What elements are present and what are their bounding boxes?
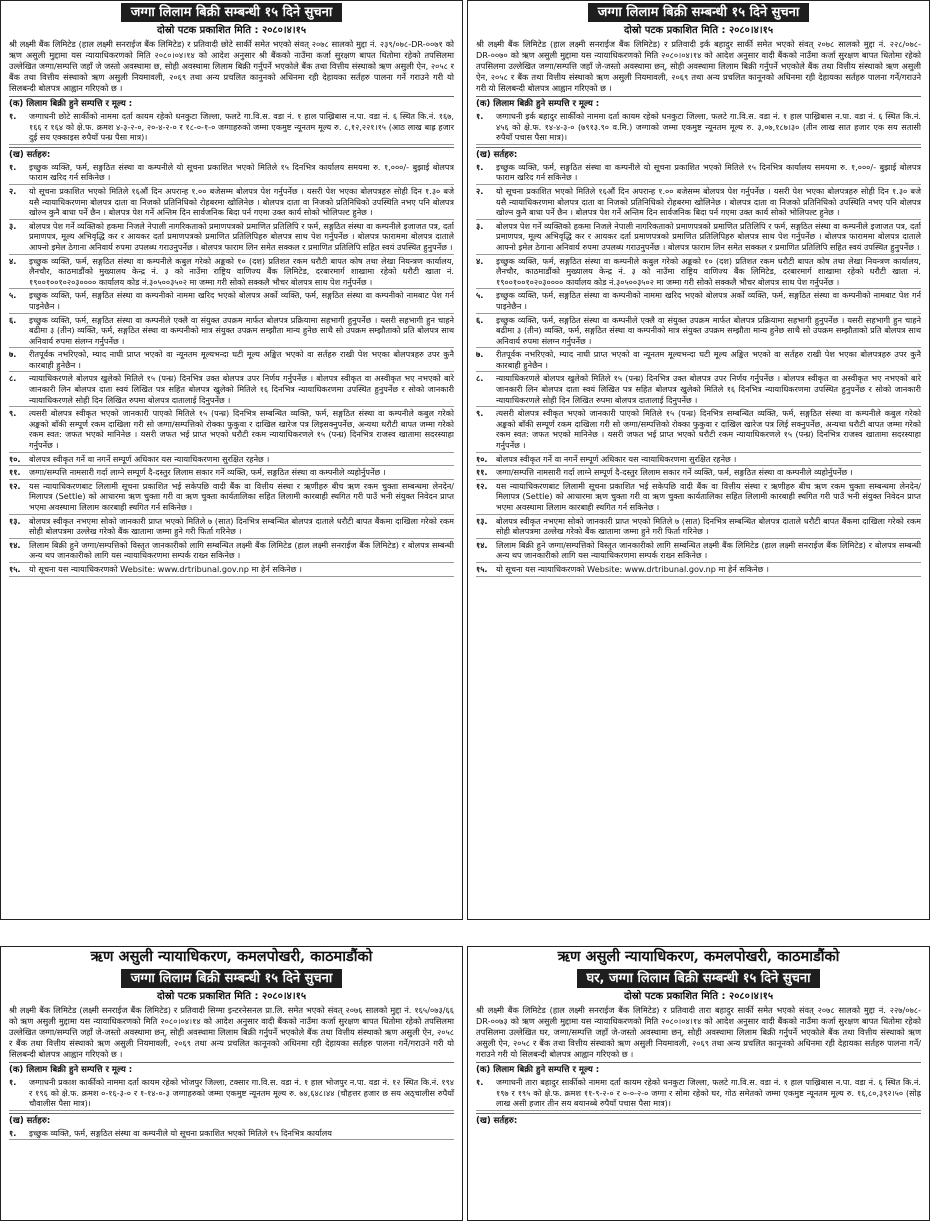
- terms-list: [9, 1127, 454, 1141]
- item-text: जग्गाधनी इर्क बहादुर सार्कीको नाममा दर्ता कायम रहेको धनकुटा जिल्ला, फलटे गा.वि.स. वडा नं. १ हाल पाख्रिबास न.पा. वडा नं. ६ स्थित कि.नं. ४५६ को क्षे.फ. १४-४-३-० (७९१३.९० व.मि.) जग्गाको जम्मा एकमुष्ट न्यूनतम मूल्य रु. ३,०७,१८७।३० (तीन लाख सात हजार एक सय सतासी रुपैयाँ पचास पैसा मात्र)।: [496, 111, 921, 143]
- term-item: [476, 348, 921, 372]
- property-list: [476, 110, 921, 145]
- terms-heading: (ख) सर्तहरु:: [9, 147, 454, 161]
- item-text: बोलपत्र पेश गर्ने व्यक्तिको हकमा निजले नेपाली नागरिकताको प्रमाणपत्रको प्रमाणित प्रतिलिपि र फर्म, सङ्गठित संस्था वा कम्पनीले इजाजत पत्र, दर्ता प्रमाणपत्र, मूल्य अभिवृद्धि कर र आयकर दर्ता प्रमाणपत्रको प्रमाणित प्रतिलिपिहरु बोलपत्र साथ पेश गर्नुपर्नेछ । बोलपत्र फाराममा बोलपत्र दाताले आफ्नो इमेल ठेगाना अनिवार्य रुपमा उपलब्ध गराउनुपर्नेछ । बोलपत्र फाराम लिन समेत सक्कल र प्रमाणित प्रतिलिपि सहित स्वयं उपस्थित हुनुपर्नेछ ।: [29, 220, 454, 252]
- term-item: [9, 185, 454, 220]
- item-number: ५.: [9, 290, 17, 301]
- publish-date: दोस्रो पटक प्रकाशित मिति : २०८०।४।१५: [623, 25, 774, 36]
- terms-heading: (ख) सर्तहरु:: [9, 1113, 454, 1127]
- term-item: [9, 515, 454, 539]
- court-name: ऋण असुली न्यायाधिकरण, कमलपोखरी, काठमाडौंको: [90, 948, 373, 965]
- intro-paragraph: श्री लक्ष्मी बैंक लिमिटेड (हाल लक्ष्मी सनराईज बैंक लिमिटेड) र प्रतिवादी तारा बहादुर सार्की समेत भएको संवत् २०७८ सालको मुद्दा नं. २२७/०७८-DR-००७३ को ऋण असुली मुद्दामा यस न्यायाधिकरणको मिति २०८०।०४।१४ को आदेश अनुसार वादी बैंकको नाउँमा कर्जा सुरक्षण बापत धितोमा रहेको तपसिलमा उल्लेखित घर, जग्गा/सम्पत्ति जहाँ जे-जस्तो अवस्थामा छन्, सोही अवस्थामा लिलाम बिक्री गर्नुपर्ने भएकोले बैंक तथा वित्तीय संस्थाको ऋण असुली ऐन, २०५८ र बैंक तथा वित्तीय संस्थाको ऋण असुली नियमावली, २०६९ तथा अन्य प्रचलित कानूनको अधिनमा रही देहायका सर्तहरु पालना गर्ने/गराउने गरी यो सिलबन्दी बोलपत्र आह्वान गरिएको छ ।: [476, 1005, 921, 1059]
- property-item: [476, 110, 921, 145]
- term-item: [476, 539, 921, 563]
- notice-card: [467, 0, 930, 920]
- item-text: इच्छुक व्यक्ति, फर्म, सङ्गठित संस्था वा कम्पनीले यो सूचना प्रकाशित भएको मितिले १५ दिनभित्र कार्यालय समयमा रु. १,०००/- बुझाई बोलपत्र फाराम खरिद गर्न सकिनेछ ।: [29, 161, 454, 183]
- term-item: [476, 255, 921, 290]
- publish-date: दोस्रो पटक प्रकाशित मिति : २०८०।४।१५: [156, 991, 307, 1002]
- notice-card: [467, 946, 930, 1221]
- item-text: इच्छुक व्यक्ति, फर्म, सङ्गठित संस्था वा कम्पनीले यो सूचना प्रकाशित भएको मितिले १५ दिनभित्र कार्यालय समयमा रु. १,०००/- बुझाई बोलपत्र फाराम खरिद गर्न सकिनेछ ।: [496, 161, 921, 183]
- item-number: १२.: [476, 480, 488, 491]
- item-text: लिलाम बिक्री हुने जग्गा/सम्पत्तिको विस्तृत जानकारीको लागि सम्बन्धित लक्ष्मी बैंक लिमिटेड (हाल लक्ष्मी सनराईज बैंक लिमिटेड) र बोलपत्र सम्बन्धी अन्य थप जानकारीको लागि यस न्यायाधिकरणमा सम्पर्क राख्न सकिनेछ ।: [496, 539, 921, 561]
- item-text: बोलपत्र स्वीकृत गर्ने वा नगर्ने सम्पूर्ण अधिकार यस न्यायाधिकरणमा सुरक्षित रहनेछ ।: [496, 453, 737, 464]
- term-item: [9, 348, 454, 372]
- item-text: इच्छुक व्यक्ति, फर्म, सङ्गठित संस्था वा कम्पनीले यो सूचना प्रकाशित भएको मितिले १५ दिनभित्र कार्यालय: [29, 1127, 332, 1138]
- notice-header: [476, 1, 921, 37]
- item-number: ४.: [9, 255, 17, 266]
- item-number: १.: [9, 161, 17, 172]
- notice-header: [9, 1, 454, 37]
- item-number: १.: [9, 111, 17, 121]
- item-text: रीतपूर्वक नभरिएको, म्याद नाघी प्राप्त भएको वा न्यूनतम मूल्यभन्दा घटी मूल्य अङ्कित भएको वा सर्तहरु राखी पेश भएका बोलपत्रहरु उपर कुनै कारबाही हुनेछैन ।: [496, 349, 921, 370]
- item-number: ६.: [9, 314, 17, 325]
- notice-card: [0, 946, 463, 1221]
- notice-card: [0, 0, 463, 920]
- property-list: [9, 110, 454, 145]
- item-number: १३.: [476, 515, 488, 526]
- item-text: बोलपत्र पेश गर्ने व्यक्तिको हकमा निजले नेपाली नागरिकताको प्रमाणपत्रको प्रमाणित प्रतिलिपि र फर्म, सङ्गठित संस्था वा कम्पनीले इजाजत पत्र, दर्ता प्रमाणपत्र, मूल्य अभिवृद्धि कर र आयकर दर्ता प्रमाणपत्रको प्रमाणित प्रतिलिपिहरु बोलपत्र साथ पेश गर्नुपर्नेछ । बोलपत्र फाराममा बोलपत्र दाताले आफ्नो इमेल ठेगाना अनिवार्य रुपमा उपलब्ध गराउनुपर्नेछ । बोलपत्र फाराम लिन समेत सक्कल र प्रमाणित प्रतिलिपि सहित स्वयं उपस्थित हुनुपर्नेछ ।: [496, 220, 921, 252]
- item-number: ९.: [9, 408, 17, 419]
- item-number: ७.: [9, 349, 17, 360]
- property-heading: (क) लिलाम बिक्री हुने सम्पत्ति र मूल्य :: [9, 96, 454, 110]
- term-item: [9, 372, 454, 407]
- term-item: [9, 480, 454, 515]
- term-item: [476, 161, 921, 185]
- item-number: १.: [476, 161, 484, 172]
- court-name: ऋण असुली न्यायाधिकरण, कमलपोखरी, काठमाडौंको: [557, 948, 840, 965]
- item-text: यस न्यायाधिकरणबाट लिलामी सूचना प्रकाशित भई सकेपछि वादी बैंक वा वित्तीय संस्था र ऋणीहरु बीच ऋण रकम चुक्ता सम्बन्धमा लेनदेन/मिलापत्र (Settle) को आधारमा ऋण चुक्ता गरी वा ऋण चुक्ता कार्यतालिका सहित लिलामी कारबाही स्थगित गरी पाउँ भनी संयुक्त निवेदन प्राप्त भएमा अवस्थामा लिलाम कारबाही स्थगित गर्न सकिनेछ ।: [29, 480, 454, 512]
- item-text: इच्छुक व्यक्ति, फर्म, सङ्गठित संस्था वा कम्पनीले एक्लै वा संयुक्त उपक्रम मार्फत बोलपत्र प्रक्रियामा सहभागी हुनुपर्नेछ । यसरी सहभागी हुन चाहने बढीमा ३ (तीन) व्यक्ति, फर्म, सङ्गठित संस्था वा कम्पनीको मात्र संयुक्त उपक्रम सम्झौता मान्य हुनेछ साथै सो उपक्रम सम्झौताको प्रति बोलपत्र साथ अनिवार्य रुपमा संलग्न गर्नुपर्नेछ ।: [29, 314, 454, 346]
- item-text: बोलपत्र स्वीकृत नभएमा सोको जानकारी प्राप्त भएको मितिले ७ (सात) दिनभित्र सम्बन्धित बोलपत्र दाताले धरौटी बापत बैंकमा दाखिला गरेको रकम सोही बोलपत्रमा उल्लेख गरेको बैंक खातामा जम्मा हुने गरी फिर्ता गरिनेछ ।: [496, 515, 921, 537]
- intro-paragraph: श्री लक्ष्मी बैंक लिमिटेड (हाल लक्ष्मी सनराईज बैंक लिमिटेड) र प्रतिवादी इर्क बहादुर सार्की समेत भएको संवत् २०७८ सालको मुद्दा नं. २२८/०७८-DR-००७० को ऋण असुली मुद्दामा यस न्यायाधिकरणको मिति २०८०।०४।१४ को आदेश अनुसार वादी बैंकको नाउँमा कर्जा सुरक्षण बापत धितोमा रहेको तपसिलमा उल्लेखित जग्गा/सम्पत्ति जहाँ जे-जस्तो अवस्थामा छन्, सोही अवस्थामा लिलाम बिक्री गर्नुपर्ने भएकोले बैंक तथा वित्तीय संस्थाको ऋण असुली ऐन, २०५८ र बैंक तथा वित्तीय संस्थाको ऋण असुली नियमावली, २०६९ तथा अन्य प्रचलित कानूनको अधिनमा रही देहायका सर्तहरु पालना गर्ने/गराउने गरी यो सिलबन्दी बोलपत्र आह्वान गरिएको छ ।: [476, 39, 921, 93]
- item-number: १४.: [476, 539, 488, 550]
- term-item: [9, 314, 454, 349]
- term-item: [9, 255, 454, 290]
- notice-title: जग्गा लिलाम बिक्री सम्बन्धी १५ दिने सुचना: [588, 3, 809, 22]
- item-text: इच्छुक व्यक्ति, फर्म, सङ्गठित संस्था वा कम्पनीले एक्लै वा संयुक्त उपक्रम मार्फत बोलपत्र प्रक्रियामा सहभागी हुनुपर्नेछ । यसरी सहभागी हुन चाहने बढीमा ३ (तीन) व्यक्ति, फर्म, सङ्गठित संस्था वा कम्पनीको मात्र संयुक्त उपक्रम सम्झौता मान्य हुनेछ साथै सो उपक्रम सम्झौताको प्रति बोलपत्र साथ अनिवार्य रुपमा संलग्न गर्नुपर्नेछ ।: [496, 314, 921, 346]
- item-text: जग्गा/सम्पत्ति नामसारी गर्दा लाग्ने सम्पूर्ण दै-दस्तुर लिलाम सकार गर्ने व्यक्ति, फर्म, सङ्गठित संस्था वा कम्पनीले व्यहोर्नुपर्नेछ ।: [496, 467, 853, 478]
- terms-list: [9, 161, 454, 577]
- item-text: लिलाम बिक्री हुने जग्गा/सम्पत्तिको विस्तृत जानकारीको लागि सम्बन्धित लक्ष्मी बैंक लिमिटेड (हाल लक्ष्मी सनराईज बैंक लिमिटेड) र बोलपत्र सम्बन्धी अन्य थप जानकारीको लागि यस न्यायाधिकरणमा सम्पर्क राख्न सकिनेछ ।: [29, 539, 454, 561]
- item-number: ३.: [9, 220, 17, 231]
- property-list: [9, 1076, 454, 1111]
- item-text: इच्छुक व्यक्ति, फर्म, सङ्गठित संस्था वा कम्पनीको नाममा खरिद भएको बोलपत्र अर्को व्यक्ति, फर्म, सङ्गठित संस्था वा कम्पनीको नामबाट पेश गर्न पाइनेछैन ।: [496, 290, 921, 311]
- item-number: १५.: [476, 563, 488, 574]
- term-item: [476, 480, 921, 515]
- item-number: १.: [476, 1077, 484, 1087]
- term-item: [9, 161, 454, 185]
- item-number: ३.: [476, 220, 484, 231]
- term-item: [9, 289, 454, 313]
- item-number: ७.: [476, 349, 484, 360]
- property-item: [476, 1076, 921, 1111]
- item-number: १०.: [9, 453, 21, 464]
- item-text: जग्गाधनी प्रकाश कार्कीको नाममा दर्ता कायम रहेको भोजपुर जिल्ला, टक्सार गा.वि.स. वडा नं. १ हाल भोजपुर न.पा. वडा नं. १२ स्थित कि.नं. १९४ र १९६ को क्षे.फ. क्रमश ०-१६-३-० र १-१४-०-३ जग्गाहरुको जम्मा एकमुष्ट न्यूनतम मूल्य रु. ७४,६४८।४४ (चौहत्तर हजार छ सय अठ्चालीस रुपैयाँ चौवालीस पैसा मात्र)।: [29, 1077, 454, 1109]
- intro-paragraph: श्री लक्ष्मी बैंक लिमिटेड (हाल लक्ष्मी सनराईज बैंक लिमिटेड) र प्रतिवादी छोटे सार्की समेत भएको संवत् २०७८ सालको मुद्दा नं. २३९/०७८-DR-००७१ को ऋण असुली मुद्दामा यस न्यायाधिकरणको मिति २०८०।०४।१४ को आदेश अनुसार श्री बैंकको नाउँमा कर्जा सुरक्षण बापत धितोमा रहेको तपसिलमा उल्लेखित जग्गा/सम्पत्ति जहाँ जे जस्तो अवस्थामा छ, सोही अवस्थामा लिलाम बिक्री गर्नुपर्ने भएकोले बैंक तथा वित्तीय संस्थाको ऋण असुली ऐन, २०५८ र बैंक तथा वित्तीय संस्थाको ऋण असुली नियमावली, २०६९ तथा अन्य प्रचलित कानुनको अधिनमा रही देहायका सर्तहरु पालना गर्ने गराउने गरी यो सिलबन्दी बोलपत्र आह्वान गरिएको छ ।: [9, 39, 454, 93]
- item-text: इच्छुक व्यक्ति, फर्म, सङ्गठित संस्था वा कम्पनीले कबुल गरेको अङ्कको १० (दश) प्रतिशत रकम धरौटी बापत कोष तथा लेखा नियन्त्रण कार्यालय, लैनचौर, काठमाडौंको मुख्यालय केन्द्र नं. ३ को नाउँमा राष्ट्रिय वाणिज्य बैंक लिमिटेड, दरबारमार्ग शाखामा रहेको धरौटी खाता नं. १९००१००१०२०३०००० कार्यालय कोड नं.३०५००३५०२ मा जम्मा गरी सोको सक्कलै भौचर बोलपत्र साथ पेश गर्नुपर्नेछ ।: [29, 255, 454, 287]
- publish-date: दोस्रो पटक प्रकाशित मिति : २०८०।४।१५: [623, 991, 774, 1002]
- item-number: २.: [9, 185, 17, 196]
- item-text: यस न्यायाधिकरणबाट लिलामी सूचना प्रकाशित भई सकेपछि वादी बैंक वा वित्तीय संस्था र ऋणीहरु बीच ऋण रकम चुक्ता सम्बन्धमा लेनदेन/मिलापत्र (Settle) को आधारमा ऋण चुक्ता गरी वा ऋण चुक्ता कार्यतालिका सहित लिलामी कारबाही स्थगित गरी पाउँ भनी संयुक्त निवेदन प्राप्त भएमा अवस्थामा लिलाम कारबाही स्थगित गर्न सकिनेछ ।: [496, 480, 921, 512]
- publish-date: दोस्रो पटक प्रकाशित मिति : २०८०।४।१५: [156, 25, 307, 36]
- terms-heading: (ख) सर्तहरु:: [476, 147, 921, 161]
- item-number: १.: [476, 111, 484, 121]
- term-item: [476, 515, 921, 539]
- item-number: ५.: [476, 290, 484, 301]
- intro-paragraph: श्री लक्ष्मी बैंक लिमिटेड (लक्ष्मी सनराईज बैंक लिमिटेड) र प्रतिवादी सिग्मा इन्टरनेसनल प्रा.लि. समेत भएको संवत् २०७६ सालको मुद्दा नं. १६५/०७३/६६ को ऋण असुली मुद्दामा यस न्यायाधिकरणको मिति २०८०।०४।१४ को आदेश अनुसार वादी बैंकको नाउँमा कर्जा सुरक्षण बापत धितोमा रहेको तपसिलमा उल्लेखित जग्गा/सम्पत्ति जहाँ जे-जस्तो अवस्थामा छन्, सोही अवस्थामा लिलाम बिक्री गर्नुपर्ने भएकोले बैंक तथा वित्तीय संस्थाको ऋण असुली ऐन, २०५८ र बैंक तथा वित्तीय संस्थाको ऋण असुली नियमावली, २०६९ तथा अन्य प्रचलित कानूनको अधिनमा रही देहायका सर्तहरु पालना गर्ने/गराउने गरी यो सिलबन्दी बोलपत्र आह्वान गरिएको छ ।: [9, 1005, 454, 1059]
- notice-title: घर, जग्गा लिलाम बिक्री सम्बन्धी १५ दिने सुचना: [577, 969, 821, 988]
- item-number: १५.: [9, 563, 21, 574]
- term-item: [476, 466, 921, 480]
- item-text: रीतपूर्वक नभरिएको, म्याद नाघी प्राप्त भएको वा न्यूनतम मूल्यभन्दा घटी मूल्य अङ्कित भएको वा सर्तहरु राखी पेश भएका बोलपत्रहरु उपर कुनै कारबाही हुनेछैन ।: [29, 349, 454, 370]
- term-item: [9, 563, 454, 577]
- property-item: [9, 1076, 454, 1111]
- item-number: ८.: [476, 373, 484, 384]
- item-number: १३.: [9, 515, 21, 526]
- item-text: बोलपत्र स्वीकृत नभएमा सोको जानकारी प्राप्त भएको मितिले ७ (सात) दिनभित्र सम्बन्धित बोलपत्र दाताले धरौटी बापत बैंकमा दाखिला गरेको रकम सोही बोलपत्रमा उल्लेख गरेको बैंक खातामा जम्मा हुने गरी फिर्ता गरिनेछ ।: [29, 515, 454, 537]
- item-text: यो सूचना प्रकाशित भएको मितिले १६औं दिन अपरान्ह १.०० बजेसम्म बोलपत्र पेश गर्नुपर्नेछ । यसरी पेश भएका बोलपत्रहरु सोही दिन १.३० बजे यसै न्यायाधिकरणमा बोलपत्र दाता वा निजको प्रतिनिधिको रोहबरमा खोलिनेछ । बोलपत्र दाता वा निजको प्रतिनिधिको उपस्थिति नभए पनि बोलपत्र खोल्न कुनै बाधा पर्ने छैन । बोलपत्र पेश गर्ने अन्तिम दिन सार्वजनिक बिदा पर्न गएमा उक्त कार्य सोको भोलिपल्ट हुनेछ ।: [496, 185, 921, 218]
- term-item: [476, 372, 921, 407]
- item-text: जग्गा/सम्पत्ति नामसारी गर्दा लाग्ने सम्पूर्ण दै-दस्तुर लिलाम सकार गर्ने व्यक्ति, फर्म, सङ्गठित संस्था वा कम्पनीले व्यहोर्नुपर्नेछ ।: [29, 467, 386, 478]
- property-heading: (क) लिलाम बिक्री हुने सम्पत्ति र मूल्य :: [476, 1062, 921, 1076]
- item-text: जग्गाधनी छोटे सार्कीको नाममा दर्ता कायम रहेको धनकुटा जिल्ला, फलटे गा.वि.स. वडा नं. १ हाल पाख्रिबास न.पा. वडा नं. ६ स्थित कि.नं. १६७, १६६ र १६४ को क्षे.फ. क्रमश ४-३-२-०, २०-४-२-० र १८-०-१-० जग्गाहरुको जम्मा एकमुष्ट न्यूनतम मूल्य रु. ८,१२,२२१।१५ (आठ लाख बाह्र हजार दुई सय एक्काइस रुपैयाँ पन्ध्र पैसा मात्र)।: [29, 111, 454, 143]
- term-item: [9, 220, 454, 255]
- item-number: ६.: [476, 314, 484, 325]
- term-item: [9, 1127, 454, 1141]
- item-text: त्यसरी बोलपत्र स्वीकृत भएको जानकारी पाएको मितिले १५ (पन्ध्र) दिनभित्र सम्बन्धित व्यक्ति, फर्म, सङ्गठित संस्था वा कम्पनीले कबुल गरेको अङ्कको बाँकी सम्पूर्ण रकम दाखिला गरी सो जग्गा/सम्पत्तिको रोक्का फुकुवा र दाखिल खारेज पत्र लिइसक्नुपर्नेछ, अन्यथा धरौटी बापत जम्मा गरेको रकम स्वत: जफत भएको मानिनेछ । यसरी जफत भई प्राप्त भएको धरौटी रकम न्यायाधिकरणले १५ (पन्ध्र) दिनभित्र राजस्व खातामा सदरस्याहा गर्नुपर्नेछ ।: [29, 408, 454, 451]
- item-text: यो सूचना यस न्यायाधिकरणको Website: www.drtribunal.gov.np मा हेर्न सकिनेछ ।: [29, 563, 302, 574]
- property-list: [476, 1076, 921, 1111]
- notice-title: जग्गा लिलाम बिक्री सम्बन्धी १५ दिने सुचना: [121, 3, 342, 22]
- property-heading: (क) लिलाम बिक्री हुने सम्पत्ति र मूल्य :: [9, 1062, 454, 1076]
- notice-header: [9, 947, 454, 1003]
- term-item: [9, 539, 454, 563]
- item-number: १.: [9, 1127, 17, 1138]
- item-text: जग्गाधनी तारा बहादुर सार्कीको नाममा दर्ता कायम रहेको धनकुटा जिल्ला, फलटे गा.वि.स. वडा नं. १ हाल पाख्रिबास न.पा. वडा नं. ६ स्थित कि.नं. १९७ र १९५ को क्षे.फ. क्रमश ११-९-२-० र ०-०-२-० जग्गा र सोमा रहेको घर, गोठ समेतको जम्मा एकमुष्ट न्यूनतम मूल्य रु. १६,८०,३९२।५० (सोह्र लाख असी हजार तीन सय बयानब्बे रुपैयाँ पचास पैसा मात्र)।: [496, 1077, 921, 1109]
- term-item: [476, 407, 921, 452]
- item-text: न्यायाधिकरणले बोलपत्र खुलेको मितिले १५ (पन्ध्र) दिनभित्र उक्त बोलपत्र उपर निर्णय गर्नुपर्नेछ । बोलपत्र स्वीकृत वा अस्वीकृत भए नभएको बारे जानकारी लिन बोलपत्र दाता स्वयं लिखित पत्र सहित बोलपत्र खुलेको मितिले १६ दिनभित्र न्यायाधिकरणमा उपस्थित हुनुपर्नेछ र सोको जानकारी न्यायाधिकरणले सोही दिन लिखित रुपमा बोलपत्र दातालाई दिनुपर्नेछ ।: [496, 373, 921, 405]
- item-text: त्यसरी बोलपत्र स्वीकृत भएको जानकारी पाएको मितिले १५ (पन्ध्र) दिनभित्र सम्बन्धित व्यक्ति, फर्म, सङ्गठित संस्था वा कम्पनीले कबुल गरेको अङ्कको बाँकी सम्पूर्ण रकम दाखिला गरी सो जग्गा/सम्पत्तिको रोक्का फुकुवा र दाखिल खारेज पत्र लिई सक्नुपर्नेछ, अन्यथा धरौटी बापत जम्मा गरेको रकम स्वत: जफत भएको मानिनेछ । यसरी जफत भई प्राप्त भएको धरौटी रकम न्यायाधिकरणले १५ (पन्ध्र) दिनभित्र राजस्व खातामा सदरस्याहा गर्नुपर्नेछ ।: [496, 408, 921, 451]
- notice-title: जग्गा लिलाम बिक्री सम्बन्धी १५ दिने सुचना: [121, 969, 342, 988]
- item-text: इच्छुक व्यक्ति, फर्म, सङ्गठित संस्था वा कम्पनीको नाममा खरिद भएको बोलपत्र अर्को व्यक्ति, फर्म, सङ्गठित संस्था वा कम्पनीको नामबाट पेश गर्न पाइनेछैन ।: [29, 290, 454, 311]
- notice-header: [476, 947, 921, 1003]
- terms-list: [476, 161, 921, 577]
- item-number: ४.: [476, 255, 484, 266]
- item-text: बोलपत्र स्वीकृत गर्ने वा नगर्ने सम्पूर्ण अधिकार यस न्यायाधिकरणमा सुरक्षित रहनेछ ।: [29, 453, 270, 464]
- item-number: ९.: [476, 408, 484, 419]
- terms-heading: (ख) सर्तहरु:: [476, 1113, 921, 1127]
- item-text: न्यायाधिकरणले बोलपत्र खुलेको मितिले १५ (पन्ध्र) दिनभित्र उक्त बोलपत्र उपर निर्णय गर्नुपर्नेछ । बोलपत्र स्वीकृत वा अस्वीकृत भए नभएको बारे जानकारी लिन बोलपत्र दाता स्वयं लिखित पत्र सहित बोलपत्र खुलेको मितिले १६ दिनभित्र न्यायाधिकरणमा उपस्थित हुनुपर्नेछ र सोको जानकारी न्यायाधिकरणले सोही दिन लिखित रुपमा बोलपत्र दातालाई दिनुपर्नेछ ।: [29, 373, 454, 405]
- item-number: १४.: [9, 539, 21, 550]
- term-item: [476, 453, 921, 467]
- item-number: २.: [476, 185, 484, 196]
- item-number: १.: [9, 1077, 17, 1087]
- item-text: यो सूचना प्रकाशित भएको मितिले १६औं दिन अपरान्ह १.०० बजेसम्म बोलपत्र पेश गर्नुपर्नेछ । यसरी पेश भएका बोलपत्रहरु सोही दिन १.३० बजे यसै न्यायाधिकरणमा बोलपत्र दाता वा निजको प्रतिनिधिको रोहबरमा खोलिनेछ । बोलपत्र दाता वा निजको प्रतिनिधिको उपस्थिति नभए पनि बोलपत्र खोल्न कुनै बाधा पर्ने छैन । बोलपत्र पेश गर्ने अन्तिम दिन सार्वजनिक बिदा पर्न गएमा उक्त कार्य सोको भोलिपल्ट हुनेछ ।: [29, 185, 454, 218]
- property-heading: (क) लिलाम बिक्री हुने सम्पत्ति र मूल्य :: [476, 96, 921, 110]
- item-number: ११.: [9, 467, 21, 478]
- item-number: १२.: [9, 480, 21, 491]
- term-item: [476, 563, 921, 577]
- term-item: [476, 289, 921, 313]
- term-item: [476, 185, 921, 220]
- item-text: यो सूचना यस न्यायाधिकरणको Website: www.drtribunal.gov.np मा हेर्न सकिनेछ ।: [496, 563, 769, 574]
- term-item: [476, 314, 921, 349]
- item-text: इच्छुक व्यक्ति, फर्म, सङ्गठित संस्था वा कम्पनीले कबुल गरेको अङ्कको १० (दश) प्रतिशत रकम धरौटी बापत कोष तथा लेखा नियन्त्रण कार्यालय, लैनचौर, काठमाडौंको मुख्यालय केन्द्र नं. ३ को नाउँमा राष्ट्रिय वाणिज्य बैंक लिमिटेड, दरबारमार्ग शाखामा रहेको धरौटी खाता नं. १९००१००१०२०३०००० कार्यालय कोड नं.३०५००३५०२ मा जम्मा गरी सोको सक्कलै भौचर बोलपत्र साथ पेश गर्नुपर्नेछ ।: [496, 255, 921, 287]
- term-item: [9, 453, 454, 467]
- term-item: [9, 407, 454, 452]
- property-item: [9, 110, 454, 145]
- item-number: ८.: [9, 373, 17, 384]
- term-item: [9, 466, 454, 480]
- term-item: [476, 220, 921, 255]
- item-number: १०.: [476, 453, 488, 464]
- item-number: ११.: [476, 467, 488, 478]
